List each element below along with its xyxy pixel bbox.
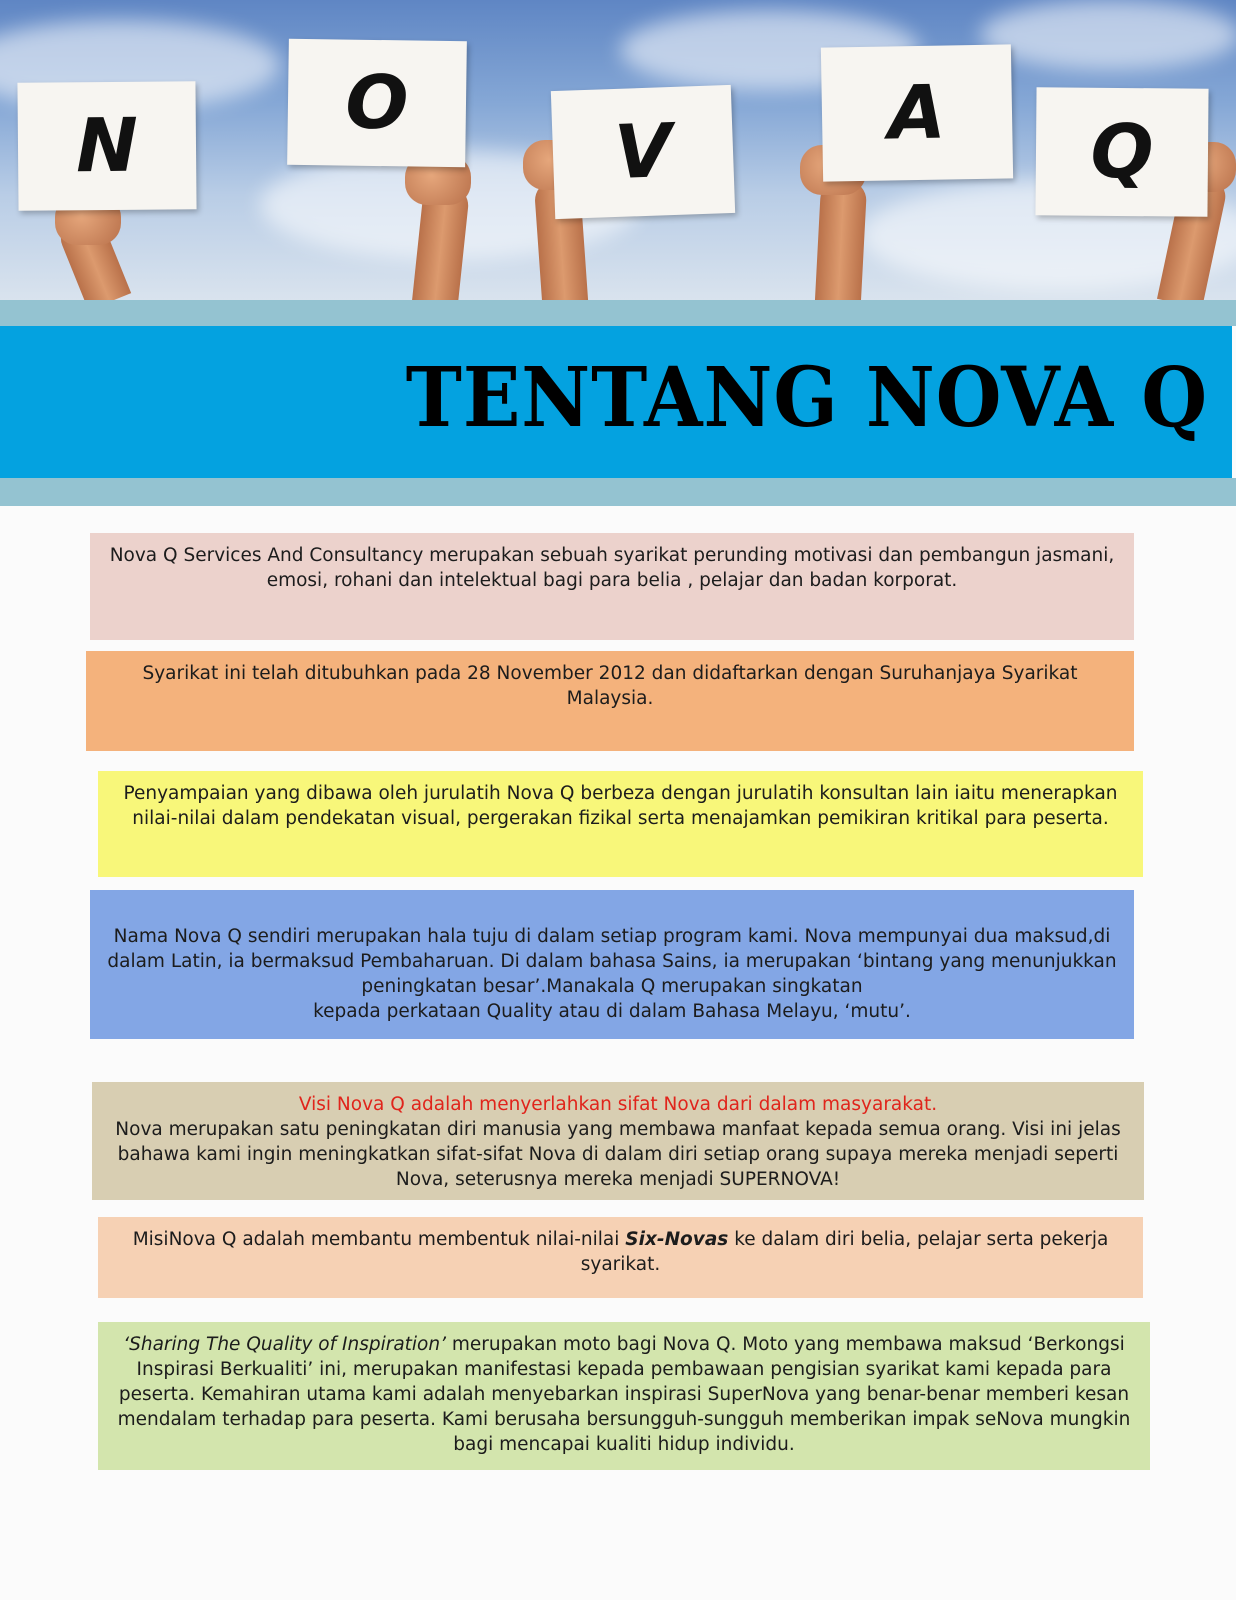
sign-card: [1035, 87, 1208, 216]
mission-text-end: ke dalam diri belia, pelajar serta pekerja syarikat.: [580, 1229, 1109, 1275]
vision-heading: Visi Nova Q adalah menyerlahkan sifat Nova dari dalam masyarakat.: [298, 1094, 938, 1115]
delivery-box: [98, 771, 1143, 877]
founded-box: [86, 651, 1134, 751]
name-meaning-box: [90, 890, 1134, 1039]
sign-letter: A: [887, 69, 947, 157]
motto-quote: ‘Sharing The Quality of Inspiration’: [123, 1334, 446, 1355]
motto-text: [112, 1332, 1136, 1457]
six-novas-term: Six-Novas: [625, 1229, 729, 1250]
sign-letter: V: [612, 108, 674, 196]
page-title: TENTANG NOVA Q: [405, 350, 1208, 446]
founded-text: Syarikat ini telah ditubuhkan pada 28 November 2012 dan didaftarkan dengan Suruhanjaya Syarikat Malaysia.: [142, 663, 1078, 709]
name-meaning-text: Nama Nova Q sendiri merupakan hala tuju di dalam setiap program kami. Nova mempunyai dua maksud,di dalam Latin, ia bermaksud Pembaharuan. Di dalam bahasa Sains, ia merupakan ‘bintang yang menunjukkan peningkatan besar’.Manakala Q merupakan singkatan: [107, 926, 1117, 997]
motto-box: [98, 1322, 1150, 1470]
sign-card: [821, 44, 1013, 181]
sign-card: [17, 81, 196, 211]
name-meaning-text-end: kepada perkataan Quality atau di dalam Bahasa Melayu, ‘mutu’.: [313, 1001, 911, 1022]
raised-arm: [815, 179, 867, 300]
cloud: [980, 0, 1236, 70]
vision-text: Nova merupakan satu peningkatan diri manusia yang membawa manfaat kepada semua orang. Visi ini jelas bahawa kami ingin meningkatkan sifat-sifat Nova di dalam diri setiap orang supaya mereka menjadi seperti Nova, seterusnya mereka menjadi SUPERNOVA!: [115, 1119, 1121, 1190]
sign-letter: O: [344, 59, 410, 147]
title-band-top: [0, 300, 1236, 326]
sign-card: [551, 85, 735, 219]
delivery-text: Penyampaian yang dibawa oleh jurulatih Nova Q berbeza dengan jurulatih konsultan lain iaitu menerapkan nilai-nilai dalam pendekatan visual, pergerakan fizikal serta menajamkan pemikiran kritikal para peserta.: [123, 783, 1118, 829]
intro-text: Nova Q Services And Consultancy merupakan sebuah syarikat perunding motivasi dan pembangun jasmani, emosi, rohani dan intelektual bagi para belia , pelajar dan badan korporat.: [109, 545, 1115, 591]
vision-box: [92, 1082, 1144, 1200]
motto-description: merupakan moto bagi Nova Q. Moto yang membawa maksud ‘Berkongsi Inspirasi Berkualiti’ ini, merupakan manifestasi kepada pembawaan pengisian syarikat kami kepada para peserta. Kemahiran utama kami adalah menyebarkan inspirasi SuperNova yang benar-benar memberi kesan mendalam terhadap para peserta. Kami berusaha bersungguh-sungguh memberikan impak seNova mungkin bagi mencapai kualiti hidup individu.: [117, 1334, 1131, 1455]
sign-letter: N: [75, 102, 139, 190]
sign-letter: Q: [1090, 108, 1154, 196]
sign-card: [287, 39, 467, 167]
intro-box: [90, 533, 1134, 640]
mission-text-start: MisiNova Q adalah membantu membentuk nilai-nilai: [132, 1229, 626, 1250]
hero-banner: [0, 0, 1236, 300]
title-band-bottom: [0, 478, 1236, 506]
mission-box: [98, 1217, 1143, 1298]
mission-text: [112, 1227, 1129, 1277]
